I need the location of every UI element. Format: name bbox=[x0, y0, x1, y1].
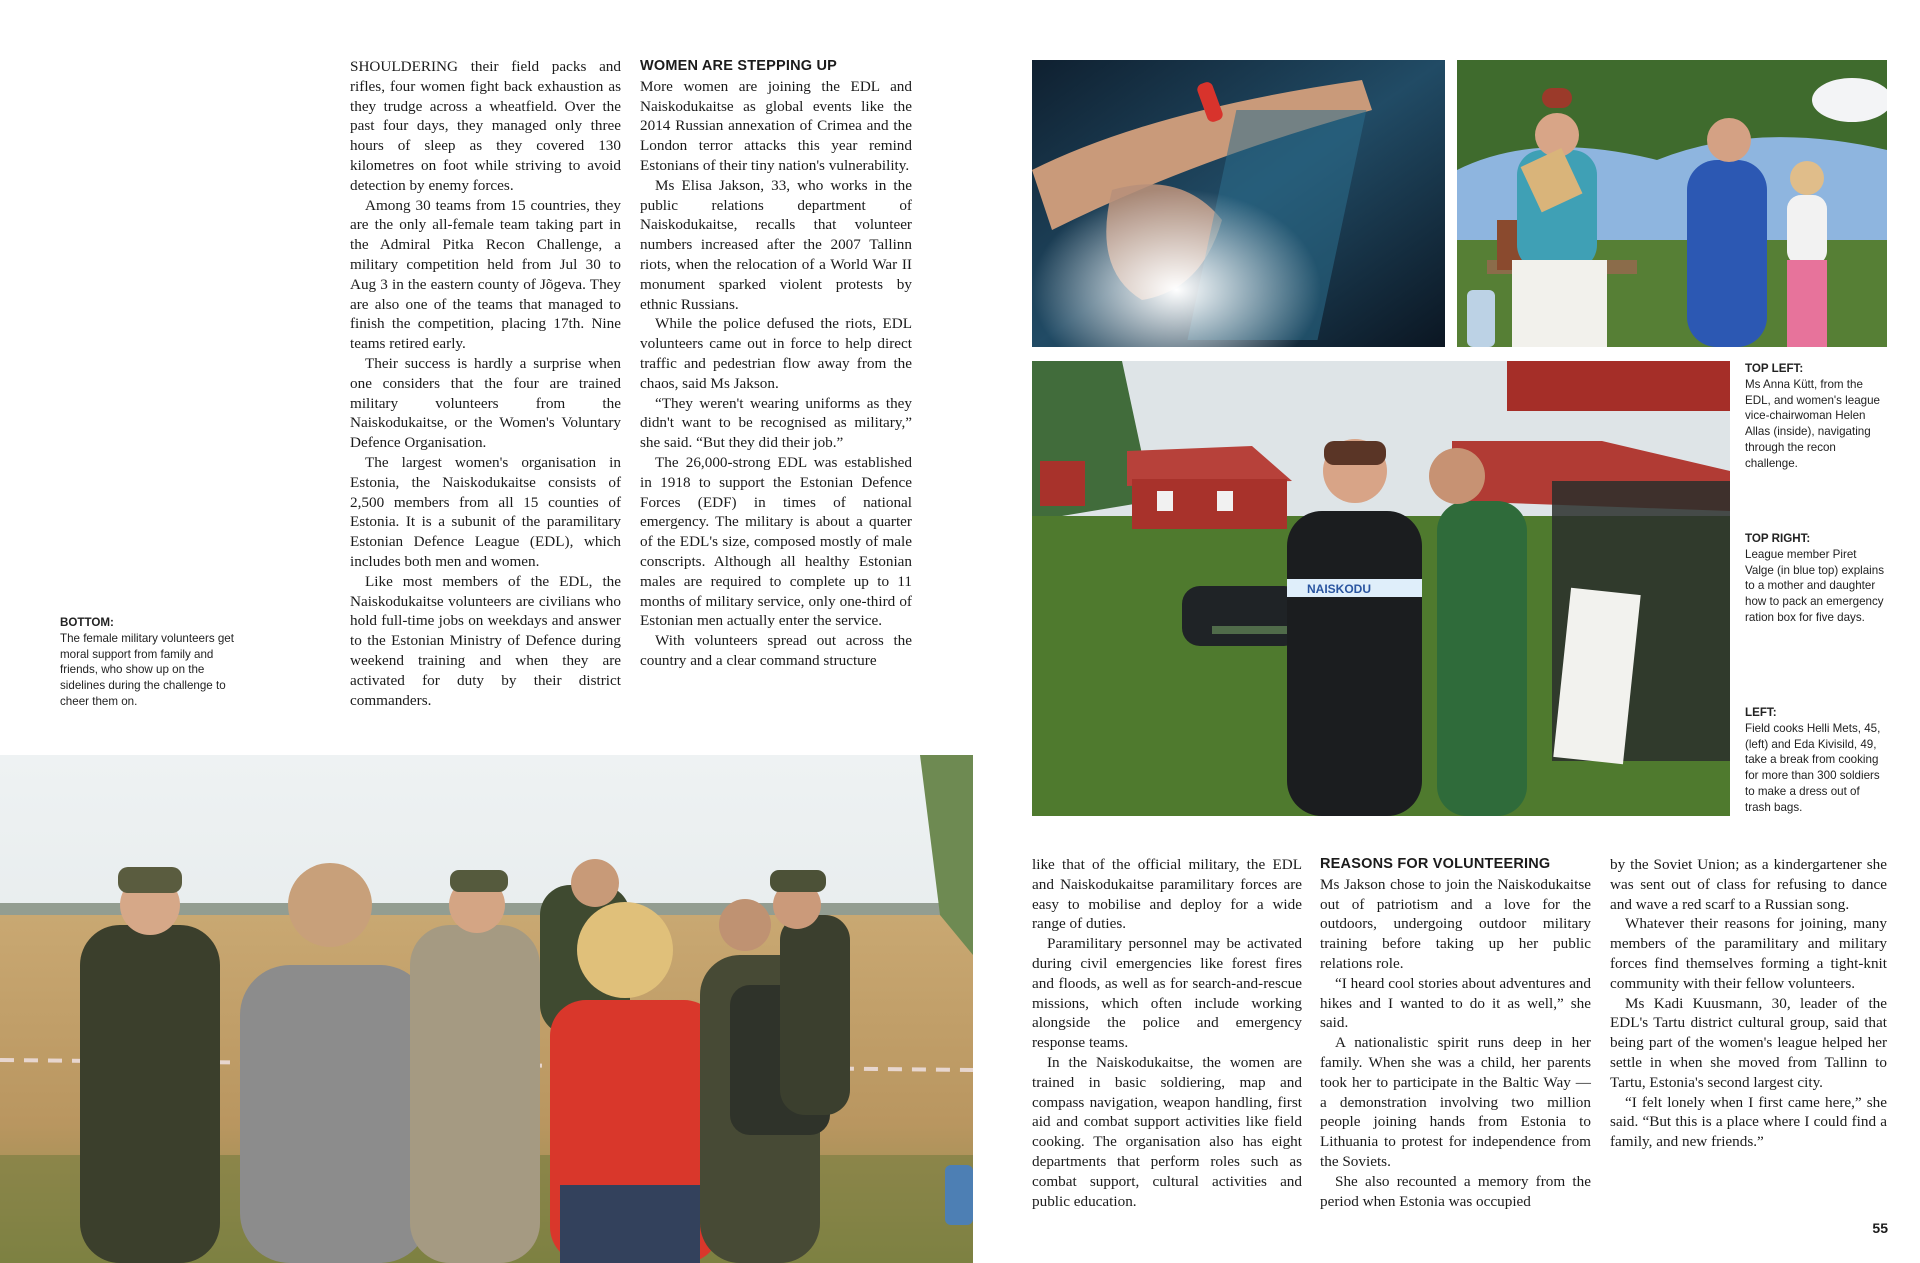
paragraph: SHOULDERING their field packs and rifles, four women fight back exhaustion as they trudge across a wheatfield. Over the past four days, they managed only three hours of sleep as they covered 130 kilometres on foot while striving to avoid detection by enemy forces. bbox=[350, 58, 621, 194]
photo-ration-box-demo bbox=[1457, 60, 1887, 347]
caption-bottom bbox=[60, 615, 238, 710]
article-column-2 bbox=[640, 57, 912, 671]
paragraph: Ms Jakson chose to join the Naiskodukaitse out of patriotism and a love for the outdoors, undergoing outdoor military training before taking up her public relations role. bbox=[1320, 875, 1591, 972]
paragraph: Their success is hardly a surprise when one considers that the four are trained military volunteers from the Naiskodukaitse, or the Women's Voluntary Defence Organisation. bbox=[350, 354, 621, 452]
article-column-5 bbox=[1610, 855, 1887, 1152]
paragraph: The 26,000-strong EDL was established in 1918 to support the Estonian Defence Forces (EDF) in times of national emergency. The military is about a quarter of the EDL's size, composed mostly of male conscripts. Although all healthy Estonian males are required to complete up to 11 months of military service, only one-third of Estonian men actually enter the service. bbox=[640, 453, 912, 630]
article-column-3 bbox=[1032, 855, 1302, 1211]
page-number: 55 bbox=[1872, 1220, 1888, 1236]
paragraph: More women are joining the EDL and Naiskodukaitse as global events like the 2014 Russian annexation of Crimea and the London terror attacks this year remind Estonians of their tiny nation's vulnerability. bbox=[640, 77, 912, 174]
paragraph: by the Soviet Union; as a kindergartener she was sent out of class for refusing to dance and wave a red scarf to a Russian song. bbox=[1610, 856, 1887, 913]
caption-text: Field cooks Helli Mets, 45, (left) and Eda Kivisild, 49, take a break from cooking for more than 300 soldiers to make a dress out of trash bags. bbox=[1745, 721, 1881, 814]
paragraph: “I heard cool stories about adventures and hikes and I wanted to do it as well,” she said. bbox=[1320, 974, 1591, 1032]
photo-car-navigation bbox=[1032, 60, 1445, 347]
paragraph: Ms Elisa Jakson, 33, who works in the public relations department of Naiskodukaitse, recalls that volunteer numbers increased after the 2007 Tallinn riots, when the relocation of a World War II monument sparked violent protests by ethnic Russians. bbox=[640, 176, 912, 313]
photo-soldiers-wheatfield bbox=[0, 755, 973, 1263]
apron-label: NAISKODU bbox=[1307, 582, 1372, 596]
paragraph: The largest women's organisation in Estonia, the Naiskodukaitse consists of 2,500 members from all 15 counties of Estonia. It is a subunit of the paramilitary Estonian Defence League (EDL), which includes both men and women. bbox=[350, 453, 621, 570]
caption-top-left bbox=[1745, 361, 1887, 472]
paragraph: She also recounted a memory from the period when Estonia was occupied bbox=[1320, 1172, 1591, 1210]
paragraph: like that of the official military, the EDL and Naiskodukaitse paramilitary forces are easy to mobilise and deploy for a wide range of duties. bbox=[1032, 856, 1302, 933]
section-heading: WOMEN ARE STEPPING UP bbox=[640, 58, 838, 74]
paragraph: While the police defused the riots, EDL volunteers came out in force to help direct traffic and pedestrian flow away from the chaos, said Ms Jakson. bbox=[640, 315, 912, 392]
paragraph: A nationalistic spirit runs deep in her family. When she was a child, her parents took her to participate in the Baltic Way — a demonstration involving two million people joining hands from Estonia to Lithuania to protest for independence from the Soviets. bbox=[1320, 1034, 1591, 1170]
caption-top-right bbox=[1745, 531, 1887, 626]
paragraph: Among 30 teams from 15 countries, they are the only all-female team taking part in the Admiral Pitka Recon Challenge, a military competition held from Jul 30 to Aug 3 in the eastern county of Jõgeva. They are also one of the teams that managed to finish the competition, placing 17th. Nine teams retired early. bbox=[350, 196, 621, 353]
caption-heading: TOP LEFT: bbox=[1745, 362, 1804, 375]
caption-text: The female military volunteers get moral support from family and friends, who show up on the sidelines during the challenge to cheer them on. bbox=[60, 631, 234, 708]
article-column-1 bbox=[350, 57, 621, 710]
photo-trash-bag-dress bbox=[1032, 361, 1730, 816]
caption-heading: BOTTOM: bbox=[60, 616, 114, 629]
paragraph: Paramilitary personnel may be activated during civil emergencies like forest fires and floods, as well as for search-and-rescue missions, which often include working alongside the police and emergency response teams. bbox=[1032, 935, 1302, 1052]
paragraph: Like most members of the EDL, the Naiskodukaitse volunteers are civilians who hold full-time jobs on weekdays and answer to the Estonian Ministry of Defence during weekend training and when they are activated for duty by their district commanders. bbox=[350, 572, 621, 709]
paragraph: “I felt lonely when I first came here,” she said. “But this is a place where I could find a family, and new friends.” bbox=[1610, 1093, 1887, 1151]
caption-text: League member Piret Valge (in blue top) explains to a mother and daughter how to pack an emergency ration box for five days. bbox=[1745, 547, 1884, 624]
caption-heading: LEFT: bbox=[1745, 706, 1777, 719]
paragraph: Whatever their reasons for joining, many members of the paramilitary and military forces find themselves forming a tight-knit community with their fellow volunteers. bbox=[1610, 915, 1887, 992]
paragraph: Ms Kadi Kuusmann, 30, leader of the EDL's Tartu district cultural group, said that being part of the women's league helped her settle in when she moved from Tallinn to Tartu, Estonia's second largest city. bbox=[1610, 994, 1887, 1091]
paragraph: In the Naiskodukaitse, the women are trained in basic soldiering, map and compass navigation, weapon handling, first aid and combat support activities like field cooking. The organisation also has eight departments that perform roles such as combat support, cultural activities and public education. bbox=[1032, 1053, 1302, 1210]
paragraph: “They weren't wearing uniforms as they didn't want to be recognised as military,” she said. “But they did their job.” bbox=[640, 394, 912, 452]
caption-heading: TOP RIGHT: bbox=[1745, 532, 1811, 545]
paragraph: With volunteers spread out across the country and a clear command structure bbox=[640, 632, 912, 669]
article-column-4 bbox=[1320, 855, 1591, 1211]
caption-text: Ms Anna Kütt, from the EDL, and women's league vice-chairwoman Helen Allas (inside), navigating through the recon challenge. bbox=[1745, 377, 1880, 470]
caption-left bbox=[1745, 705, 1887, 816]
section-heading: REASONS FOR VOLUNTEERING bbox=[1320, 856, 1551, 872]
